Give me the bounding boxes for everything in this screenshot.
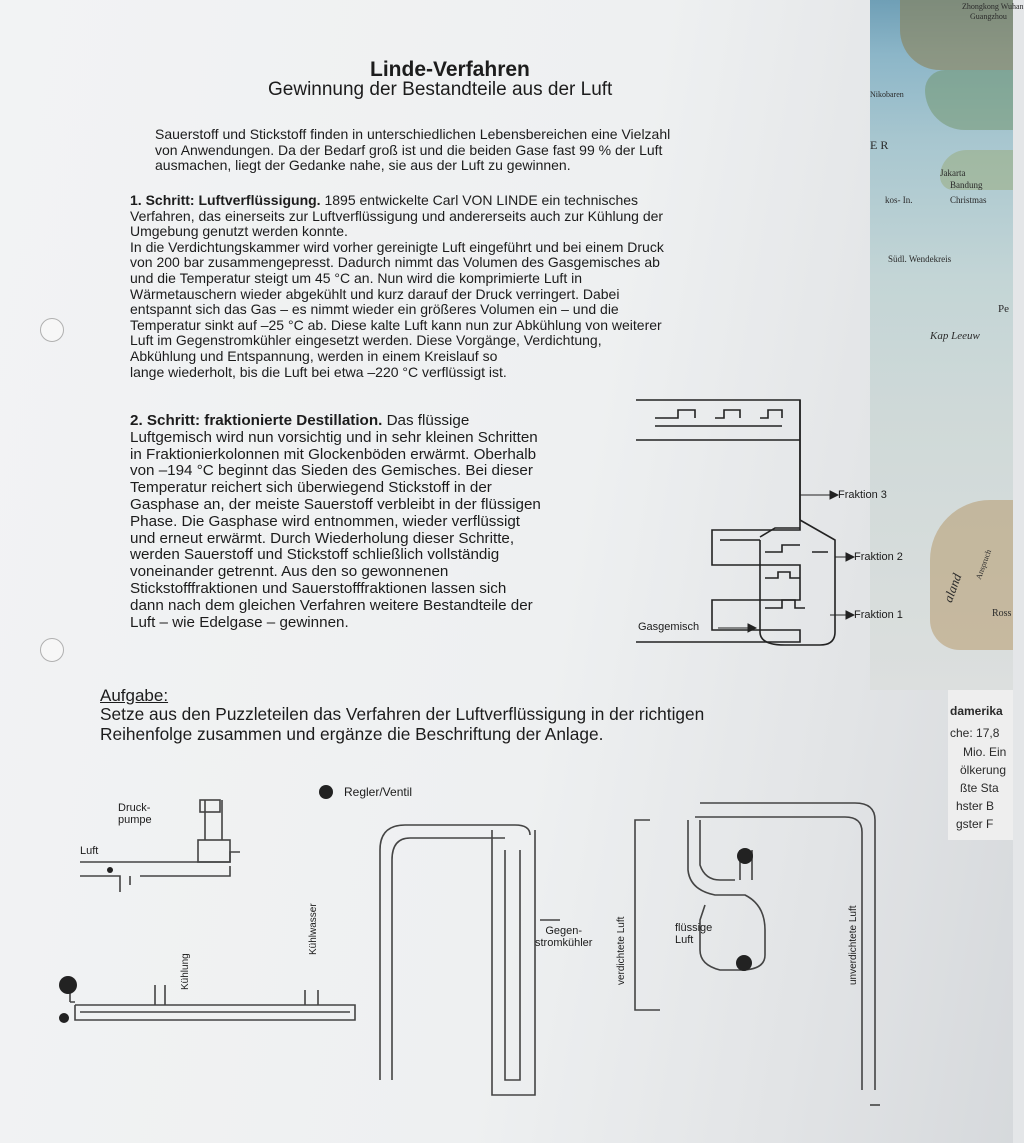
map-label: Anspruch: [974, 548, 994, 581]
text-line: Sauerstoff und Stickstoff finden in unterschiedlichen Lebensbereichen eine Vielzahl: [155, 126, 671, 142]
map-label: kos- In.: [885, 195, 913, 205]
text-line: Gasphase an, der meiste Sauerstoff verbleibt in der flüssigen: [130, 495, 541, 513]
gegenstromkuehler-label: Gegen- stromkühler: [535, 925, 593, 949]
side-label: ßte Sta: [960, 781, 999, 795]
text-line: Temperatur reichert sich überwiegend Stickstoff in der: [130, 479, 492, 497]
valve-icon: [736, 955, 752, 971]
regler-label: Regler/Ventil: [344, 785, 413, 799]
fraktion3-label: Fraktion 3: [838, 489, 887, 501]
text-line: Luft im Gegenstromkühler eingesetzt werden. Diese Vorgänge, Verdichtung,: [130, 332, 602, 349]
text-line: In die Verdichtungskammer wird vorher gereinigte Luft eingeführt und bei einem Druck: [130, 238, 664, 255]
map-label: Kap Leeuw: [930, 330, 980, 342]
text-line: dann nach dem gleichen Verfahren weitere Bestandteile der: [130, 596, 533, 614]
side-label: gster F: [956, 817, 994, 831]
text-line: von Anwendungen. Da der Bedarf groß ist und die beiden Gase fast 99 % der Luft: [155, 141, 663, 158]
text-line: Das flüssige: [382, 412, 470, 429]
connector-icon: [107, 867, 113, 873]
task-heading: Aufgabe:: [100, 686, 169, 705]
text-line: von –194 °C beginnt das Sieden des Gemisches. Bei dieser: [130, 462, 533, 480]
side-label: hster B: [956, 799, 995, 813]
text-line: werden Sauerstoff und Stickstoff schließlich vollständig: [130, 546, 500, 564]
fraktion1-label: Fraktion 1: [854, 609, 903, 621]
regulator-icon: [319, 785, 333, 799]
page-subtitle: Gewinnung der Bestandteile aus der Luft: [268, 79, 613, 100]
side-label: damerika: [950, 704, 1003, 718]
druckpumpe-label: Druck- pumpe: [118, 802, 152, 826]
fraction-arrows: [718, 491, 854, 632]
text-line: Verfahren, das einerseits zur Luftverflüssigung und andererseits auch zur Kühlung der: [130, 207, 664, 224]
text-line: und die Temperatur steigt um 45 °C an. Nun wird die komprimierte Luft in: [130, 269, 582, 286]
text-line: ausmachen, liegt der Gedanke nahe, sie aus der Luft zu gewinnen.: [155, 157, 571, 174]
text-line: 1895 entwickelte Carl VON LINDE ein technisches: [320, 192, 639, 208]
text-line: und erneut erwärmt. Durch Wiederholung dieser Schritte,: [130, 529, 515, 547]
valve-icon: [59, 976, 77, 994]
text-line: Reihenfolge zusammen und ergänze die Beschriftung der Anlage.: [100, 724, 604, 744]
step1-heading: 1. Schritt: Luftverflüssigung.: [130, 192, 321, 208]
text-line: entspannt sich das Gas – es nimmt wieder ein größeres Volumen ein – und die: [130, 301, 619, 318]
text-line: Luft – wie Edelgase – gewinnen.: [130, 613, 349, 631]
text-line: voneinander getrennt. Aus den so gewonnenen: [130, 563, 449, 581]
text-line: in Fraktionierkolonnen mit Glockenböden erwärmt. Oberhalb: [130, 445, 537, 463]
map-label: Nikobaren: [870, 90, 904, 99]
map-label: Guangzhou: [970, 12, 1007, 21]
side-label: Mio. Ein: [963, 745, 1007, 759]
verdichtete-luft-label: verdichtete Luft: [616, 916, 627, 985]
fluessige-luft-label: flüssige Luft: [675, 922, 713, 946]
task-text: [100, 704, 890, 744]
map-label: E R: [870, 138, 889, 152]
step2-heading: 2. Schritt: fraktionierte Destillation.: [130, 412, 383, 429]
map-label: Jakarta: [940, 168, 966, 178]
kuehlung-label: Kühlung: [180, 953, 191, 990]
valve-icon: [737, 848, 753, 864]
text-line: Luftgemisch wird nun vorsichtig und in sehr kleinen Schritten: [130, 428, 538, 446]
text-line: Phase. Die Gasphase wird entnommen, wieder verflüssigt: [130, 512, 520, 530]
kuehlwasser-label: Kühlwasser: [308, 903, 319, 955]
map-label: Südl. Wendekreis: [888, 254, 952, 264]
map-label: Bandung: [950, 180, 983, 190]
side-label: che: 17,8: [950, 726, 1000, 740]
text-line: Temperatur sinkt auf –25 °C ab. Diese kalte Luft kann nun zur Abkühlung von weiterer: [130, 316, 662, 333]
puzzle-piece-regulator: [380, 825, 560, 1095]
map-label: aland: [940, 571, 965, 605]
text-line: Stickstofffraktionen und Sauerstofffraktionen lassen sich: [130, 579, 507, 597]
fractionation-column: [636, 400, 835, 645]
map-label: Pe: [998, 303, 1009, 315]
text-line: von 200 bar zusammengepresst. Dadurch nimmt das Volumen des Gasgemisches ab: [130, 254, 660, 271]
text-line: Umgebung genutzt werden konnte.: [130, 223, 348, 240]
text-line: lange wiederholt, bis die Luft bei etwa –220 °C verflüssigt ist.: [130, 363, 507, 380]
page-title: Linde-Verfahren: [370, 58, 530, 81]
map-label: Christmas: [950, 195, 987, 205]
text-line: Wärmetauschern wieder abgekühlt und kurz darauf der Druck verringert. Dabei: [130, 285, 620, 302]
luft-label: Luft: [80, 845, 99, 857]
text-line: Abkühlung und Entspannung, werden in einem Kreislauf so: [130, 347, 498, 364]
valve-icon: [59, 1013, 69, 1023]
map-label: Zhongkong Wuhan: [962, 2, 1024, 11]
fraktion2-label: Fraktion 2: [854, 551, 903, 563]
map-label: Ross: [992, 608, 1012, 619]
text-line: Setze aus den Puzzleteilen das Verfahren der Luftverflüssigung in der richtigen: [100, 704, 705, 724]
gasgemisch-label: Gasgemisch: [638, 621, 700, 633]
side-label: ölkerung: [960, 763, 1007, 777]
unverdichtete-luft-label: unverdichtete Luft: [848, 905, 859, 985]
